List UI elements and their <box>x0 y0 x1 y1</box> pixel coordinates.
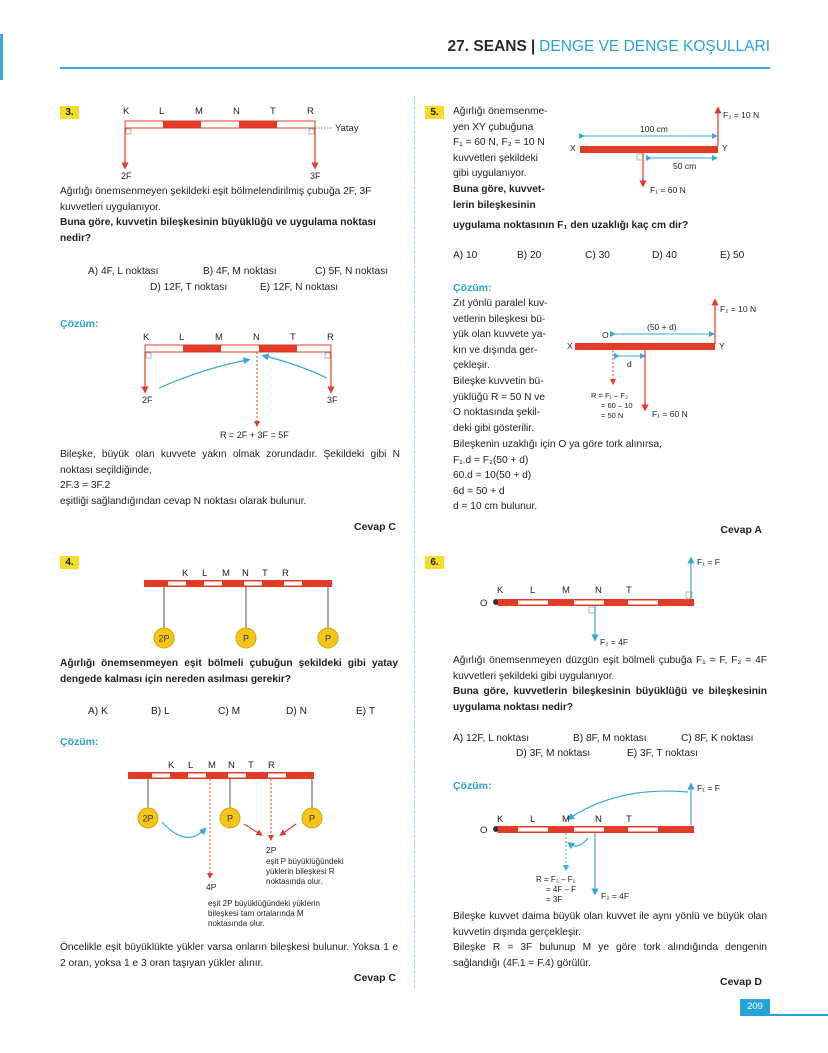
header-separator: | <box>530 38 536 55</box>
q4-sol-pt-L: L <box>188 760 194 771</box>
q5-y-label: Y <box>722 143 728 153</box>
q6-sol-r1: R = F₂ – F₁ <box>536 875 576 884</box>
q5-sol-r3: = 50 N <box>601 411 624 420</box>
q6-number: 6. <box>425 556 444 569</box>
q5-solution-diagram <box>565 296 770 426</box>
q3-pt-R: R <box>307 106 314 117</box>
page-number-rule <box>740 1014 828 1016</box>
q4-weight-3: P <box>324 633 332 644</box>
q4-sol-note-2p-1: eşit 2P büyüklüğündeki yüklerin <box>208 899 320 908</box>
q5-len-100: 100 cm <box>640 124 668 134</box>
q3-opt-e: E) 12F, N noktası <box>260 282 339 293</box>
q5-f1-label: F₁ = 60 N <box>650 185 686 195</box>
q6-sol-r2: = 4F – F <box>546 885 577 894</box>
q4-answer: Cevap C <box>353 972 396 984</box>
q6-cozum: Çözüm: <box>453 780 492 792</box>
q5-sol-y: Y <box>719 341 725 351</box>
q4-question: Ağırlığı önemsenmeyen eşit bölmeli çubuğun şekildeki gibi yatay dengede kalması için nereden asılması gerekir? <box>60 658 398 685</box>
q3-sol-pt-L: L <box>179 332 185 343</box>
q3-pt-K: K <box>123 106 130 117</box>
q4-sol-label-4p: 4P <box>206 882 217 892</box>
q5-sol-d: d <box>627 359 632 369</box>
q4-opt-d: D) N <box>286 706 307 717</box>
q6-solution-text <box>453 909 767 971</box>
q4-diagram <box>140 566 340 652</box>
q3-solution-text <box>60 447 400 509</box>
q3-pt-L: L <box>159 106 165 117</box>
q4-opt-a: A) K <box>88 706 108 717</box>
q6-pt-K: K <box>497 585 504 596</box>
q6-opt-a: A) 12F, L noktası <box>453 733 530 744</box>
q4-opt-b: B) L <box>151 706 170 717</box>
q5-sol-f1: F₁ = 60 N <box>652 409 688 419</box>
q5-f2-label: F₂ = 10 N <box>723 110 760 120</box>
q3-pt-T: T <box>270 106 276 117</box>
q5-sol-l11: F₁.d = F₂(50 + d) <box>453 454 529 466</box>
q5-q-l3: uygulama noktasının F₁ den uzaklığı kaç cm dir? <box>453 220 689 231</box>
q5-sol-l2: vetlerin bileşkesi bü- <box>453 313 546 325</box>
q4-number: 4. <box>60 556 79 569</box>
q3-sol-line2: 2F.3 = 3F.2 <box>60 480 111 492</box>
q6-sol-pt-T: T <box>626 814 632 825</box>
q6-opt-d: D) 3F, M noktası <box>516 748 591 759</box>
q5-len-50: 50 cm <box>673 161 697 171</box>
q3-pt-N: N <box>233 106 240 117</box>
q5-text-l5: gibi uygulanıyor. <box>453 168 527 180</box>
q6-opt-b: B) 8F, M noktası <box>573 733 647 744</box>
q5-text-l1: Ağırlığı önemsenme- <box>453 106 548 117</box>
q6-pt-L: L <box>530 585 536 596</box>
q4-weight-2: P <box>242 633 250 644</box>
q6-pt-T: T <box>626 585 632 596</box>
q5-sol-l10: Bileşkenin uzaklığı için O ya göre tork alınırsa, <box>453 439 662 450</box>
q3-pt-M: M <box>195 106 203 117</box>
q5-text-l4: kuvvetleri şekildeki <box>453 152 538 164</box>
q5-sol-r2: = 60 – 10 <box>601 401 633 410</box>
q4-sol-note-2p-2: bileşkesi tam ortalarında M <box>208 909 304 918</box>
q4-opt-c: C) M <box>218 706 241 717</box>
q5-opt-e: E) 50 <box>720 250 745 261</box>
q6-sol-pt-N: N <box>595 814 602 825</box>
q5-opt-b: B) 20 <box>517 250 542 261</box>
q4-opt-e: E) T <box>356 706 376 717</box>
q5-solution-narrow <box>453 296 565 436</box>
q6-text1: Ağırlığı önemsenmeyen düzgün eşit bölmeli çubuğa F₁ = F, F₂ = 4F kuvvetleri şekildeki gibi uygulanıyor. <box>453 655 767 682</box>
q3-opt-a: A) 4F, L noktası <box>88 266 159 277</box>
q3-solution-diagram <box>135 330 365 442</box>
q4-sol-pt-M: M <box>208 760 216 771</box>
q5-text-l3: F₁ = 60 N, F₂ = 10 N <box>453 137 545 149</box>
q3-opt-c: C) 5F, N noktası <box>315 266 389 277</box>
q3-bar <box>125 121 315 128</box>
q6-f2: F₂ = 4F <box>600 637 629 647</box>
q3-sol-result: R = 2F + 3F = 5F <box>220 430 289 440</box>
q5-sol-l13: 6d = 50 + d <box>453 485 505 497</box>
q5-sol-l6: Bileşke kuvvetin bü- <box>453 375 544 387</box>
q3-number: 3. <box>60 106 79 119</box>
q5-cozum: Çözüm: <box>453 282 492 294</box>
q4-sol-note-p-3: noktasında olur. <box>266 877 323 886</box>
q4-pt-N: N <box>242 568 249 579</box>
q4-solution-diagram <box>126 758 366 938</box>
q3-answer: Cevap C <box>353 521 396 533</box>
q3-sol-pt-M: M <box>215 332 223 343</box>
q5-opt-a: A) 10 <box>453 250 478 261</box>
q3-sol-line1: Bileşke, büyük olan kuvvete yakın olmak zorundadır. Şekildeki gibi N noktası seçildiğinde, <box>60 449 400 476</box>
q3-opt-b: B) 4F, M noktası <box>203 266 277 277</box>
q4-sol-weight-2: P <box>226 813 234 824</box>
q5-sol-l7: yüklüğü R = 50 N ve <box>453 391 546 403</box>
q4-sol-label-2p: 2P <box>266 845 277 855</box>
q6-pt-N: N <box>595 585 602 596</box>
q5-number: 5. <box>425 106 444 119</box>
q6-sol-pt-K: K <box>497 814 504 825</box>
q6-sol-f1: F₁ = F <box>697 783 720 793</box>
q5-sol-r1: R = F₁ – F₂ <box>591 391 628 400</box>
q5-solution-wide <box>453 437 773 515</box>
q3-text1: Ağırlığı önemsenmeyen şekildeki eşit bölmelendirilmiş çubuğa 2F, 3F kuvvetleri uygulanıyor. <box>60 186 372 213</box>
q5-text-l2: yen XY çubuğuna <box>453 121 534 133</box>
q5-diagram <box>570 104 770 204</box>
session-label: 27. SEANS <box>447 38 527 55</box>
q3-sol-pt-R: R <box>327 332 334 343</box>
q6-text2: Buna göre, kuvvetlerin bileşkesinin büyüklüğü ve bileşkesinin uygulama noktası nedir? <box>453 686 767 713</box>
q6-sol-o: O <box>480 825 488 836</box>
q4-sol-note-p-1: eşit P büyüklüğündeki <box>266 857 344 866</box>
q5-sol-l12: 60.d = 10(50 + d) <box>453 470 532 482</box>
q6-sol-f2: F₂ = 4F <box>601 891 630 901</box>
q4-sol-weight-1: 2P <box>142 813 154 824</box>
q5-x-label: X <box>570 143 576 153</box>
q5-sol-l4: kın ve dışında ger- <box>453 344 538 356</box>
q3-sol-3F: 3F <box>327 395 338 405</box>
q6-sol-pt-M: M <box>562 814 570 825</box>
q3-sol-pt-T: T <box>290 332 296 343</box>
q5-sol-l5: çekleşir. <box>453 360 490 372</box>
q4-sol-pt-R: R <box>268 760 275 771</box>
q4-sol-pt-N: N <box>228 760 235 771</box>
q4-sol-weight-3: P <box>308 813 316 824</box>
q5-opt-d: D) 40 <box>652 250 677 261</box>
q3-force-2F: 2F <box>121 171 132 181</box>
q6-sol-text2: Bileşke R = 3F bulunup M ye göre tork alındığında dengenin sağlandığı (4F.1 = F.4) görülür. <box>453 942 767 969</box>
q6-sol-r3: = 3F <box>546 895 563 904</box>
q4-cozum: Çözüm: <box>60 736 99 748</box>
q4-weight-1: 2P <box>158 633 170 644</box>
q5-sol-l14: d = 10 cm bulunur. <box>453 501 538 513</box>
q6-sol-pt-L: L <box>530 814 536 825</box>
q5-sol-l8: O noktasında şekil- <box>453 407 541 419</box>
q3-cozum: Çözüm: <box>60 318 99 330</box>
q3-yatay: Yatay <box>335 123 359 134</box>
q5-answer: Cevap A <box>720 524 762 536</box>
q4-pt-K: K <box>182 568 189 579</box>
q3-force-3F: 3F <box>310 171 321 181</box>
q3-text2: Buna göre, kuvvetin bileşkesinin büyüklüğü ve uygulama noktası nedir? <box>60 217 376 244</box>
column-divider <box>414 96 415 988</box>
q5-sol-o: O <box>602 330 609 340</box>
q6-sol-text1: Bileşke kuvvet daima büyük olan kuvvet ile aynı yönlü ve büyük olan kuvvetin dışında gerçekleşir. <box>453 911 767 938</box>
q5-q-l2: lerin bileşkesinin <box>453 199 536 211</box>
q3-sol-2F: 2F <box>142 395 153 405</box>
q5-statement <box>453 104 568 213</box>
q3-sol-line3: eşitliği sağlandığından cevap N noktası olarak bulunur. <box>60 495 307 507</box>
q5-sol-l3: yük olan kuvvete ya- <box>453 329 546 341</box>
q4-sol-pt-K: K <box>168 760 175 771</box>
header-rule <box>60 67 770 69</box>
q5-sol-l1: Zıt yönlü paralel kuv- <box>453 298 548 309</box>
q5-opt-c: C) 30 <box>585 250 610 261</box>
q4-sol-note-2p-3: noktasında olur. <box>208 919 265 928</box>
q6-opt-c: C) 8F, K noktası <box>681 733 754 744</box>
q5-sol-f2: F₂ = 10 N <box>720 304 757 314</box>
q6-opt-e: E) 3F, T noktası <box>627 748 698 759</box>
q4-pt-L: L <box>202 568 208 579</box>
q4-pt-M: M <box>222 568 230 579</box>
q4-pt-R: R <box>282 568 289 579</box>
q5-sol-fifty-d: (50 + d) <box>647 322 677 332</box>
q5-sol-x: X <box>567 341 573 351</box>
q6-statement <box>453 653 767 715</box>
q3-sol-pt-N: N <box>253 332 260 343</box>
page-header <box>0 38 770 56</box>
q5-q-l1: Buna göre, kuvvet- <box>453 183 545 195</box>
q6-solution-diagram <box>478 778 768 910</box>
q4-pt-T: T <box>262 568 268 579</box>
q6-diagram <box>478 552 768 652</box>
page-number: 209 <box>740 999 770 1014</box>
q6-answer: Cevap D <box>719 976 762 988</box>
q4-sol-note-p-2: yüklerin bileşkesi R <box>266 867 335 876</box>
q3-opt-d: D) 12F, T noktası <box>150 282 228 293</box>
q3-diagram <box>115 104 375 184</box>
q3-sol-pt-K: K <box>143 332 150 343</box>
q6-pt-M: M <box>562 585 570 596</box>
q6-o: O <box>480 598 488 609</box>
q5-sol-l9: deki gibi gösterilir. <box>453 422 534 434</box>
q6-f1: F₁ = F <box>697 557 720 567</box>
q3-statement <box>60 184 400 246</box>
topic-title: DENGE VE DENGE KOŞULLARI <box>539 38 770 55</box>
q4-sol-pt-T: T <box>248 760 254 771</box>
q4-solution-text: Öncelikle eşit büyüklükte yükler varsa onların bileşkesi bulunur. Yoksa 1 e 2 oran, yoksa 1 e 3 oran taşıyan yükler alınır. <box>60 942 398 969</box>
